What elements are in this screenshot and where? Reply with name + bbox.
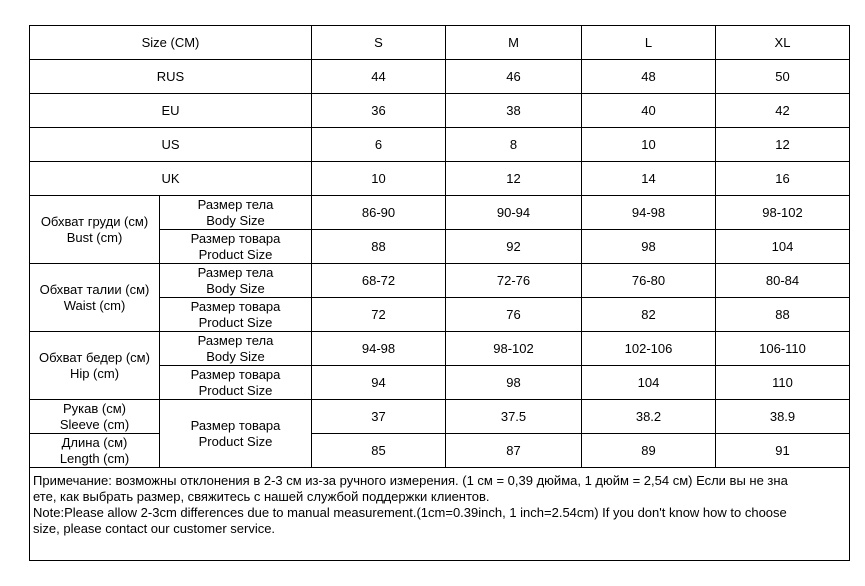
label-ru: Обхват талии (см) xyxy=(39,281,150,297)
table-cell: 6 xyxy=(312,128,446,162)
row-label-bust xyxy=(30,196,160,264)
table-cell: 86-90 xyxy=(312,196,446,230)
sublabel-body-size xyxy=(160,332,312,366)
note-en-line-2: size, please contact our customer service. xyxy=(33,521,276,536)
row-label-rus: RUS xyxy=(30,60,312,94)
label-en: Hip (cm) xyxy=(69,365,120,381)
table-row xyxy=(30,400,850,434)
table-cell: 89 xyxy=(582,434,716,468)
sublabel-body-size xyxy=(160,196,312,230)
table-cell: 91 xyxy=(716,434,850,468)
table-cell: 106-110 xyxy=(716,332,850,366)
table-cell: 94-98 xyxy=(582,196,716,230)
sublabel-en: Body Size xyxy=(206,212,265,228)
table-cell: 82 xyxy=(582,298,716,332)
row-label-us: US xyxy=(30,128,312,162)
table-cell: 37.5 xyxy=(446,400,582,434)
row-label-length xyxy=(30,434,160,468)
table-cell: 88 xyxy=(716,298,850,332)
table-cell: 38 xyxy=(446,94,582,128)
size-header-xl: XL xyxy=(716,26,850,60)
table-cell: 92 xyxy=(446,230,582,264)
sublabel-ru: Размер товара xyxy=(190,298,281,314)
table-row xyxy=(30,60,850,94)
size-header-m: M xyxy=(446,26,582,60)
sublabel-en: Product Size xyxy=(198,433,273,449)
sublabel-product-size xyxy=(160,230,312,264)
label-ru: Длина (см) xyxy=(61,434,128,450)
table-row xyxy=(30,162,850,196)
size-header-s: S xyxy=(312,26,446,60)
table-cell: 98 xyxy=(582,230,716,264)
table-cell: 98 xyxy=(446,366,582,400)
table-cell: 104 xyxy=(716,230,850,264)
row-label-waist xyxy=(30,264,160,332)
row-label-hip xyxy=(30,332,160,400)
label-ru: Обхват бедер (см) xyxy=(39,349,150,365)
table-cell: 90-94 xyxy=(446,196,582,230)
table-cell: 36 xyxy=(312,94,446,128)
sublabel-ru: Размер тела xyxy=(197,264,274,280)
sublabel-ru: Размер тела xyxy=(197,196,274,212)
sublabel-ru: Размер товара xyxy=(190,230,281,246)
table-row xyxy=(30,94,850,128)
table-cell: 98-102 xyxy=(716,196,850,230)
sublabel-en: Product Size xyxy=(198,314,273,330)
row-label-sleeve xyxy=(30,400,160,434)
table-cell: 16 xyxy=(716,162,850,196)
table-row xyxy=(30,128,850,162)
table-row xyxy=(30,264,850,298)
table-cell: 38.9 xyxy=(716,400,850,434)
table-cell: 40 xyxy=(582,94,716,128)
sublabel-product-size xyxy=(160,298,312,332)
label-en: Waist (cm) xyxy=(63,297,126,313)
table-cell: 94 xyxy=(312,366,446,400)
table-cell: 42 xyxy=(716,94,850,128)
table-cell: 72-76 xyxy=(446,264,582,298)
label-en: Bust (cm) xyxy=(66,229,123,245)
label-en: Length (cm) xyxy=(59,450,130,466)
table-cell: 12 xyxy=(716,128,850,162)
table-cell: 80-84 xyxy=(716,264,850,298)
sublabel-body-size xyxy=(160,264,312,298)
table-cell: 102-106 xyxy=(582,332,716,366)
table-cell: 37 xyxy=(312,400,446,434)
table-cell: 76-80 xyxy=(582,264,716,298)
table-cell: 46 xyxy=(446,60,582,94)
sublabel-product-size xyxy=(160,400,312,468)
table-cell: 88 xyxy=(312,230,446,264)
header-row xyxy=(30,26,850,60)
table-cell: 72 xyxy=(312,298,446,332)
sublabel-ru: Размер товара xyxy=(190,417,281,433)
table-row xyxy=(30,332,850,366)
sublabel-en: Body Size xyxy=(206,280,265,296)
table-cell: 12 xyxy=(446,162,582,196)
sublabel-en: Product Size xyxy=(198,246,273,262)
table-cell: 87 xyxy=(446,434,582,468)
table-cell: 76 xyxy=(446,298,582,332)
sublabel-en: Product Size xyxy=(198,382,273,398)
sublabel-en: Body Size xyxy=(206,348,265,364)
label-en: Sleeve (cm) xyxy=(59,416,130,432)
table-row xyxy=(30,434,850,468)
note-en-line-1: Note:Please allow 2-3cm differences due to manual measurement.(1cm=0.39inch, 1 inch=2.54cm) If you don't know how to choose xyxy=(33,505,787,520)
row-label-uk: UK xyxy=(30,162,312,196)
measurement-note xyxy=(30,468,850,561)
table-cell: 10 xyxy=(582,128,716,162)
table-cell: 104 xyxy=(582,366,716,400)
size-header-l: L xyxy=(582,26,716,60)
table-cell: 94-98 xyxy=(312,332,446,366)
sublabel-ru: Размер тела xyxy=(197,332,274,348)
label-ru: Рукав (см) xyxy=(63,400,126,416)
sublabel-ru: Размер товара xyxy=(190,366,281,382)
table-cell: 48 xyxy=(582,60,716,94)
table-cell: 44 xyxy=(312,60,446,94)
table-cell: 8 xyxy=(446,128,582,162)
size-header-label: Size (CM) xyxy=(30,26,312,60)
note-ru-line-1: Примечание: возможны отклонения в 2-3 см из-за ручного измерения. (1 см = 0,39 дюйма, 1 дюйм = 2,54 см) Если вы не зна xyxy=(33,473,788,488)
table-cell: 68-72 xyxy=(312,264,446,298)
table-cell: 38.2 xyxy=(582,400,716,434)
table-cell: 50 xyxy=(716,60,850,94)
table-cell: 10 xyxy=(312,162,446,196)
row-label-eu: EU xyxy=(30,94,312,128)
size-chart-table xyxy=(29,25,850,561)
table-cell: 110 xyxy=(716,366,850,400)
note-ru-line-2: ете, как выбрать размер, свяжитесь с нашей службой поддержки клиентов. xyxy=(33,489,490,504)
table-cell: 85 xyxy=(312,434,446,468)
note-row xyxy=(30,468,850,561)
table-cell: 98-102 xyxy=(446,332,582,366)
table-row xyxy=(30,196,850,230)
label-ru: Обхват груди (см) xyxy=(40,213,149,229)
sublabel-product-size xyxy=(160,366,312,400)
table-cell: 14 xyxy=(582,162,716,196)
